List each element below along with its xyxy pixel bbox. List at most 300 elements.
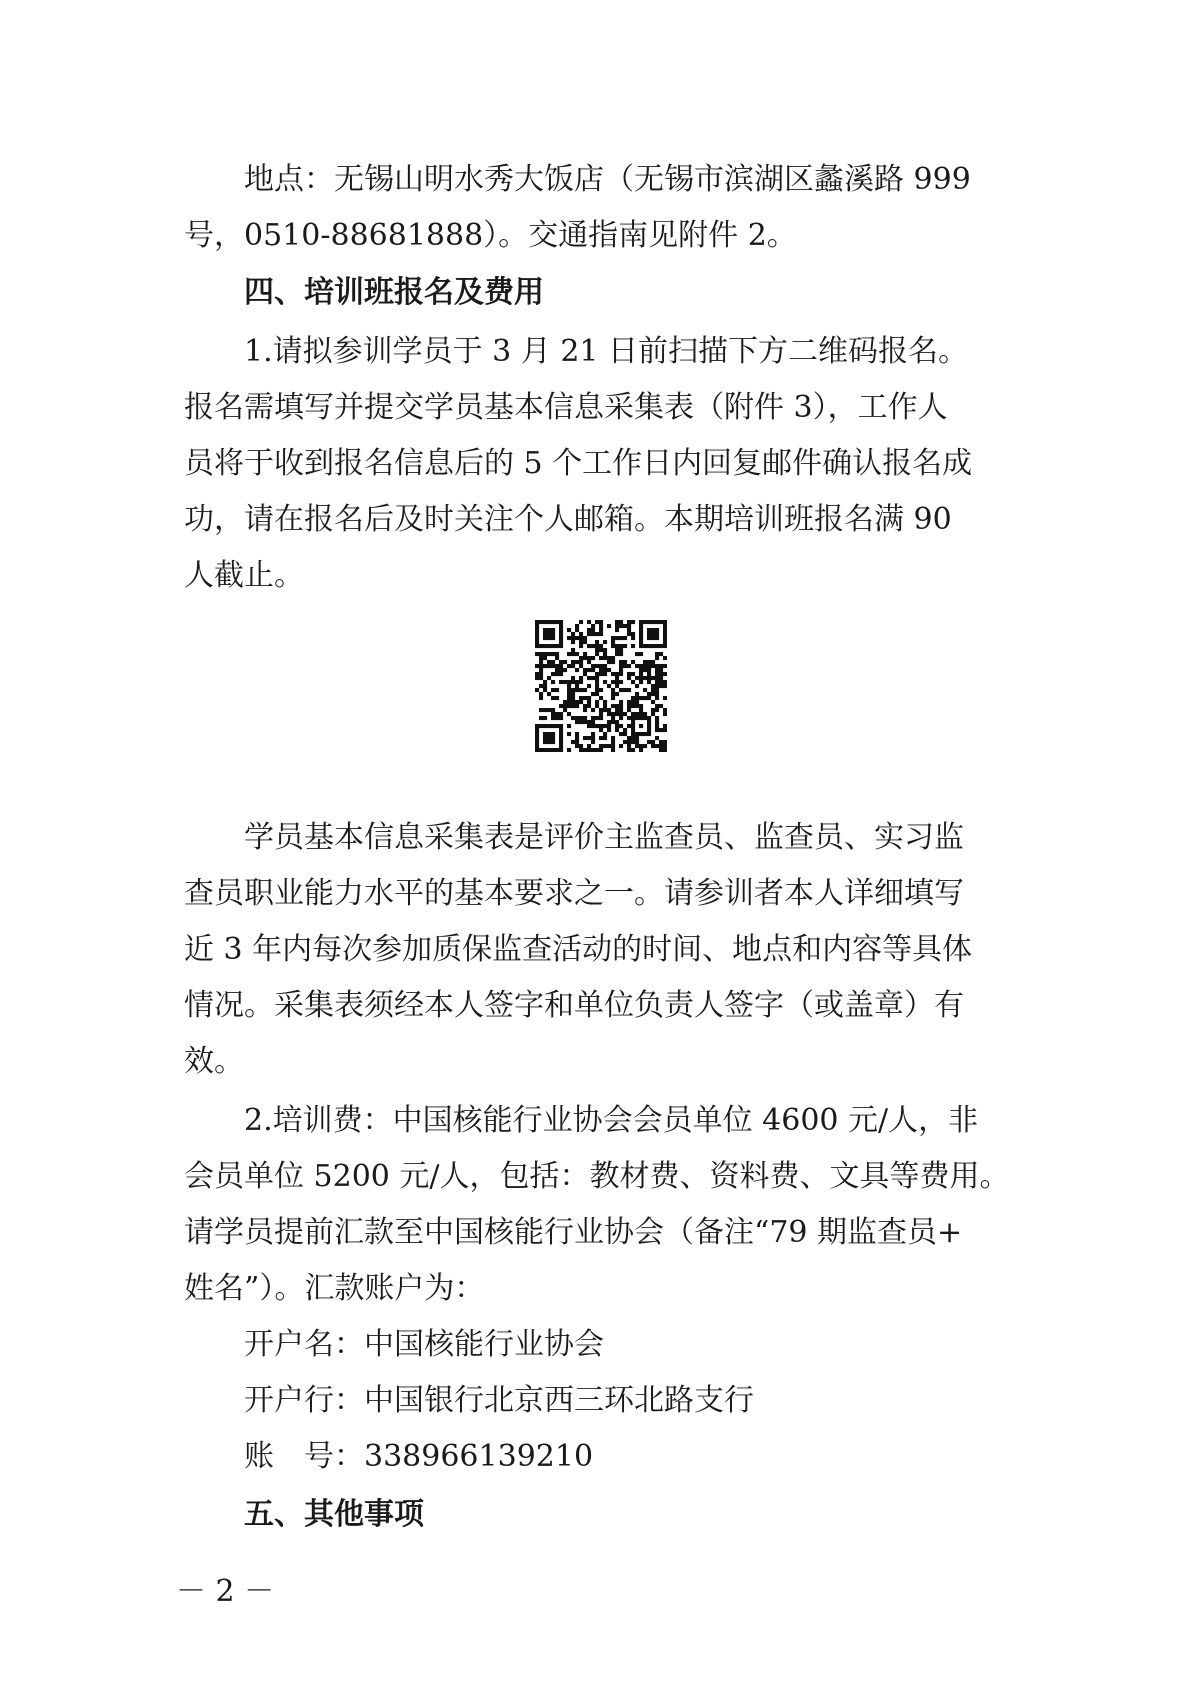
qr-module	[579, 632, 583, 636]
qr-module	[583, 696, 587, 700]
qr-module	[575, 688, 579, 692]
qr-module	[627, 632, 631, 636]
qr-module	[567, 700, 571, 704]
qr-module	[603, 648, 607, 652]
qr-module	[623, 728, 627, 732]
qr-module	[611, 704, 615, 708]
qr-module	[547, 664, 551, 668]
qr-module	[547, 636, 551, 640]
qr-module	[579, 656, 583, 660]
qr-module	[631, 704, 635, 708]
qr-module	[579, 680, 583, 684]
qr-module	[647, 620, 651, 624]
qr-module	[591, 740, 595, 744]
qr-module	[611, 736, 615, 740]
qr-module	[571, 704, 575, 708]
qr-module	[639, 636, 643, 640]
qr-module	[603, 672, 607, 676]
qr-module	[583, 656, 587, 660]
qr-module	[539, 696, 543, 700]
qr-module	[647, 724, 651, 728]
qr-module	[567, 680, 571, 684]
qr-module	[599, 688, 603, 692]
qr-module	[587, 724, 591, 728]
account-name-line	[0, 1315, 1200, 1375]
qr-module	[575, 720, 579, 724]
qr-module	[643, 732, 647, 736]
qr-module	[611, 672, 615, 676]
qr-module	[571, 688, 575, 692]
qr-module	[547, 644, 551, 648]
qr-module	[619, 680, 623, 684]
qr-module	[535, 740, 539, 744]
qr-module	[539, 684, 543, 688]
qr-module	[559, 632, 563, 636]
qr-module	[575, 736, 579, 740]
qr-module	[659, 684, 663, 688]
qr-module	[591, 716, 595, 720]
qr-module	[535, 744, 539, 748]
qr-module	[591, 656, 595, 660]
qr-module	[567, 688, 571, 692]
qr-module	[627, 740, 631, 744]
qr-module	[627, 724, 631, 728]
qr-module	[647, 680, 651, 684]
qr-module	[535, 652, 539, 656]
qr-module	[551, 724, 555, 728]
venue-line-continued	[0, 206, 1200, 266]
qr-module	[627, 688, 631, 692]
qr-module	[559, 624, 563, 628]
qr-module	[559, 732, 563, 736]
qr-module	[651, 620, 655, 624]
qr-module	[543, 740, 547, 744]
qr-module	[651, 712, 655, 716]
qr-module	[655, 688, 659, 692]
qr-module	[547, 620, 551, 624]
qr-module	[587, 620, 591, 624]
qr-module	[639, 696, 643, 700]
qr-module	[567, 684, 571, 688]
qr-module	[543, 656, 547, 660]
registration-qr-code[interactable]	[535, 620, 667, 752]
qr-module	[535, 736, 539, 740]
qr-module	[635, 736, 639, 740]
qr-module	[655, 720, 659, 724]
qr-module	[647, 668, 651, 672]
qr-module	[647, 676, 651, 680]
qr-module	[551, 716, 555, 720]
qr-module	[663, 628, 667, 632]
qr-module	[655, 692, 659, 696]
qr-module	[663, 644, 667, 648]
info-form-paragraph-line	[0, 976, 1200, 1036]
qr-module	[535, 620, 539, 624]
qr-module	[643, 744, 647, 748]
qr-module	[555, 748, 559, 752]
qr-module	[551, 732, 555, 736]
body-text: 员将于收到报名信息后的 5 个工作日内回复邮件确认报名成	[184, 446, 973, 481]
qr-module	[631, 724, 635, 728]
qr-module	[655, 708, 659, 712]
qr-module	[591, 676, 595, 680]
qr-module	[555, 688, 559, 692]
qr-module	[619, 660, 623, 664]
qr-module	[559, 640, 563, 644]
qr-module	[631, 660, 635, 664]
qr-module	[587, 736, 591, 740]
qr-module	[539, 652, 543, 656]
qr-module	[543, 680, 547, 684]
qr-module	[651, 708, 655, 712]
qr-module	[551, 736, 555, 740]
qr-module	[619, 620, 623, 624]
qr-module	[539, 664, 543, 668]
qr-module	[551, 740, 555, 744]
registration-item-1-line	[0, 546, 1200, 606]
qr-module	[543, 736, 547, 740]
qr-module	[631, 696, 635, 700]
qr-module	[627, 664, 631, 668]
qr-module	[639, 628, 643, 632]
qr-module	[631, 732, 635, 736]
qr-module	[663, 740, 667, 744]
qr-module	[647, 644, 651, 648]
qr-module	[591, 668, 595, 672]
qr-module	[663, 620, 667, 624]
qr-module	[539, 716, 543, 720]
qr-module	[663, 664, 667, 668]
qr-module	[603, 744, 607, 748]
qr-module	[547, 740, 551, 744]
qr-module	[655, 668, 659, 672]
qr-module	[635, 652, 639, 656]
qr-module	[635, 684, 639, 688]
qr-module	[595, 724, 599, 728]
qr-module	[663, 632, 667, 636]
qr-module	[627, 736, 631, 740]
qr-module	[559, 628, 563, 632]
qr-module	[643, 696, 647, 700]
qr-module	[551, 672, 555, 676]
qr-module	[603, 708, 607, 712]
qr-module	[615, 648, 619, 652]
qr-module	[559, 724, 563, 728]
qr-module	[607, 660, 611, 664]
qr-module	[615, 672, 619, 676]
qr-module	[563, 700, 567, 704]
qr-module	[603, 664, 607, 668]
qr-module	[551, 660, 555, 664]
qr-module	[655, 704, 659, 708]
qr-module	[583, 668, 587, 672]
qr-module	[543, 684, 547, 688]
qr-module	[559, 748, 563, 752]
qr-module	[659, 668, 663, 672]
qr-module	[555, 656, 559, 660]
qr-module	[611, 636, 615, 640]
qr-module	[635, 696, 639, 700]
qr-module	[635, 744, 639, 748]
qr-module	[599, 728, 603, 732]
qr-module	[583, 736, 587, 740]
qr-module	[663, 672, 667, 676]
qr-module	[563, 660, 567, 664]
qr-module	[551, 748, 555, 752]
qr-module	[575, 740, 579, 744]
qr-module	[595, 680, 599, 684]
qr-module	[663, 656, 667, 660]
qr-module	[619, 668, 623, 672]
qr-module	[611, 744, 615, 748]
qr-module	[599, 628, 603, 632]
qr-module	[619, 624, 623, 628]
qr-module	[595, 632, 599, 636]
qr-module	[535, 640, 539, 644]
qr-module	[571, 636, 575, 640]
qr-module	[639, 620, 643, 624]
qr-module	[611, 720, 615, 724]
qr-module	[567, 732, 571, 736]
qr-module	[575, 704, 579, 708]
qr-module	[543, 652, 547, 656]
qr-module	[559, 704, 563, 708]
qr-module	[619, 716, 623, 720]
qr-module	[575, 680, 579, 684]
qr-module	[663, 696, 667, 700]
qr-module	[595, 652, 599, 656]
qr-module	[663, 748, 667, 752]
qr-module	[615, 636, 619, 640]
qr-module	[623, 712, 627, 716]
qr-module	[659, 740, 663, 744]
qr-module	[571, 652, 575, 656]
qr-module	[623, 636, 627, 640]
qr-module	[539, 620, 543, 624]
qr-module	[627, 628, 631, 632]
qr-module	[551, 652, 555, 656]
qr-module	[535, 624, 539, 628]
qr-module	[571, 640, 575, 644]
qr-module	[567, 652, 571, 656]
qr-module	[619, 712, 623, 716]
qr-module	[571, 664, 575, 668]
qr-module	[587, 696, 591, 700]
qr-module	[595, 648, 599, 652]
qr-module	[567, 748, 571, 752]
qr-module	[591, 632, 595, 636]
qr-module	[555, 664, 559, 668]
qr-module	[543, 620, 547, 624]
qr-module	[663, 680, 667, 684]
qr-module	[543, 632, 547, 636]
qr-module	[579, 696, 583, 700]
qr-module	[599, 716, 603, 720]
qr-module	[587, 656, 591, 660]
body-text: 报名需填写并提交学员基本信息采集表（附件 3），工作人	[184, 390, 948, 425]
qr-module	[655, 644, 659, 648]
qr-module	[635, 700, 639, 704]
qr-module	[575, 628, 579, 632]
qr-module	[655, 680, 659, 684]
qr-module	[535, 632, 539, 636]
qr-module	[559, 740, 563, 744]
qr-module	[639, 632, 643, 636]
qr-module	[611, 696, 615, 700]
qr-module	[635, 712, 639, 716]
qr-module	[627, 744, 631, 748]
qr-module	[583, 708, 587, 712]
body-text: 学员基本信息采集表是评价主监查员、监查员、实习监	[244, 820, 964, 855]
qr-module	[639, 712, 643, 716]
qr-module	[663, 744, 667, 748]
qr-module	[563, 708, 567, 712]
qr-module	[543, 688, 547, 692]
qr-module	[639, 708, 643, 712]
qr-module	[659, 744, 663, 748]
qr-module	[563, 704, 567, 708]
qr-module	[559, 716, 563, 720]
qr-module	[607, 712, 611, 716]
qr-module	[595, 684, 599, 688]
qr-module	[603, 704, 607, 708]
qr-module	[571, 692, 575, 696]
qr-module	[619, 704, 623, 708]
qr-module	[535, 688, 539, 692]
qr-module	[611, 716, 615, 720]
qr-module	[663, 636, 667, 640]
qr-module	[571, 740, 575, 744]
qr-module	[579, 688, 583, 692]
qr-module	[623, 732, 627, 736]
qr-module	[571, 696, 575, 700]
qr-module	[647, 696, 651, 700]
qr-module	[655, 656, 659, 660]
qr-module	[547, 708, 551, 712]
qr-module	[659, 620, 663, 624]
qr-module	[619, 708, 623, 712]
qr-module	[535, 628, 539, 632]
qr-module	[623, 664, 627, 668]
qr-module	[575, 668, 579, 672]
qr-module	[663, 708, 667, 712]
qr-module	[607, 624, 611, 628]
qr-module	[571, 660, 575, 664]
fee-item-2-line	[0, 1147, 1200, 1207]
section-heading-text: 五、其他事项	[244, 1497, 424, 1532]
qr-module	[599, 632, 603, 636]
body-text: 账 号：338966139210	[244, 1439, 594, 1474]
qr-module	[603, 652, 607, 656]
qr-module	[639, 744, 643, 748]
qr-module	[559, 636, 563, 640]
qr-module	[587, 704, 591, 708]
qr-module	[535, 732, 539, 736]
qr-module	[551, 632, 555, 636]
qr-module	[547, 628, 551, 632]
qr-module	[611, 688, 615, 692]
qr-module	[543, 664, 547, 668]
qr-module	[663, 728, 667, 732]
body-text: 2.培训费：中国核能行业协会会员单位 4600 元/人，非	[244, 1103, 979, 1138]
qr-module	[635, 692, 639, 696]
qr-module	[599, 648, 603, 652]
qr-module	[555, 716, 559, 720]
qr-module	[599, 744, 603, 748]
body-text: 效。	[184, 1044, 244, 1079]
qr-module	[611, 660, 615, 664]
qr-module	[647, 716, 651, 720]
qr-module	[639, 724, 643, 728]
qr-module	[659, 680, 663, 684]
qr-module	[599, 644, 603, 648]
qr-module	[559, 668, 563, 672]
qr-module	[635, 740, 639, 744]
qr-module	[539, 644, 543, 648]
registration-item-1-line	[0, 490, 1200, 550]
qr-module	[603, 680, 607, 684]
qr-module	[595, 692, 599, 696]
qr-module	[655, 696, 659, 700]
qr-module	[643, 644, 647, 648]
qr-module	[647, 628, 651, 632]
qr-module	[623, 644, 627, 648]
qr-module	[627, 676, 631, 680]
qr-module	[555, 724, 559, 728]
qr-module	[607, 724, 611, 728]
registration-item-1-line	[0, 322, 1200, 382]
qr-module	[599, 724, 603, 728]
qr-module	[551, 680, 555, 684]
qr-module	[635, 732, 639, 736]
qr-module	[575, 636, 579, 640]
qr-module	[659, 704, 663, 708]
qr-module	[587, 628, 591, 632]
qr-module	[619, 644, 623, 648]
qr-module	[603, 732, 607, 736]
qr-module	[615, 728, 619, 732]
qr-module	[615, 724, 619, 728]
qr-module	[535, 664, 539, 668]
qr-module	[615, 680, 619, 684]
qr-module	[631, 748, 635, 752]
qr-module	[631, 672, 635, 676]
qr-module	[535, 728, 539, 732]
qr-module	[659, 728, 663, 732]
qr-module	[655, 620, 659, 624]
qr-module	[647, 636, 651, 640]
qr-module	[663, 624, 667, 628]
qr-module	[615, 624, 619, 628]
qr-module	[583, 720, 587, 724]
qr-module	[639, 704, 643, 708]
qr-module	[635, 716, 639, 720]
body-text: 近 3 年内每次参加质保监查活动的时间、地点和内容等具体	[184, 932, 973, 967]
qr-module	[655, 736, 659, 740]
qr-module	[655, 632, 659, 636]
qr-module	[635, 664, 639, 668]
qr-module	[535, 644, 539, 648]
qr-module	[615, 628, 619, 632]
qr-module	[651, 744, 655, 748]
section-heading-other-matters	[0, 1485, 1200, 1545]
qr-module	[611, 712, 615, 716]
qr-module	[559, 680, 563, 684]
qr-module	[599, 736, 603, 740]
qr-module	[627, 620, 631, 624]
qr-module	[579, 716, 583, 720]
qr-module	[559, 664, 563, 668]
